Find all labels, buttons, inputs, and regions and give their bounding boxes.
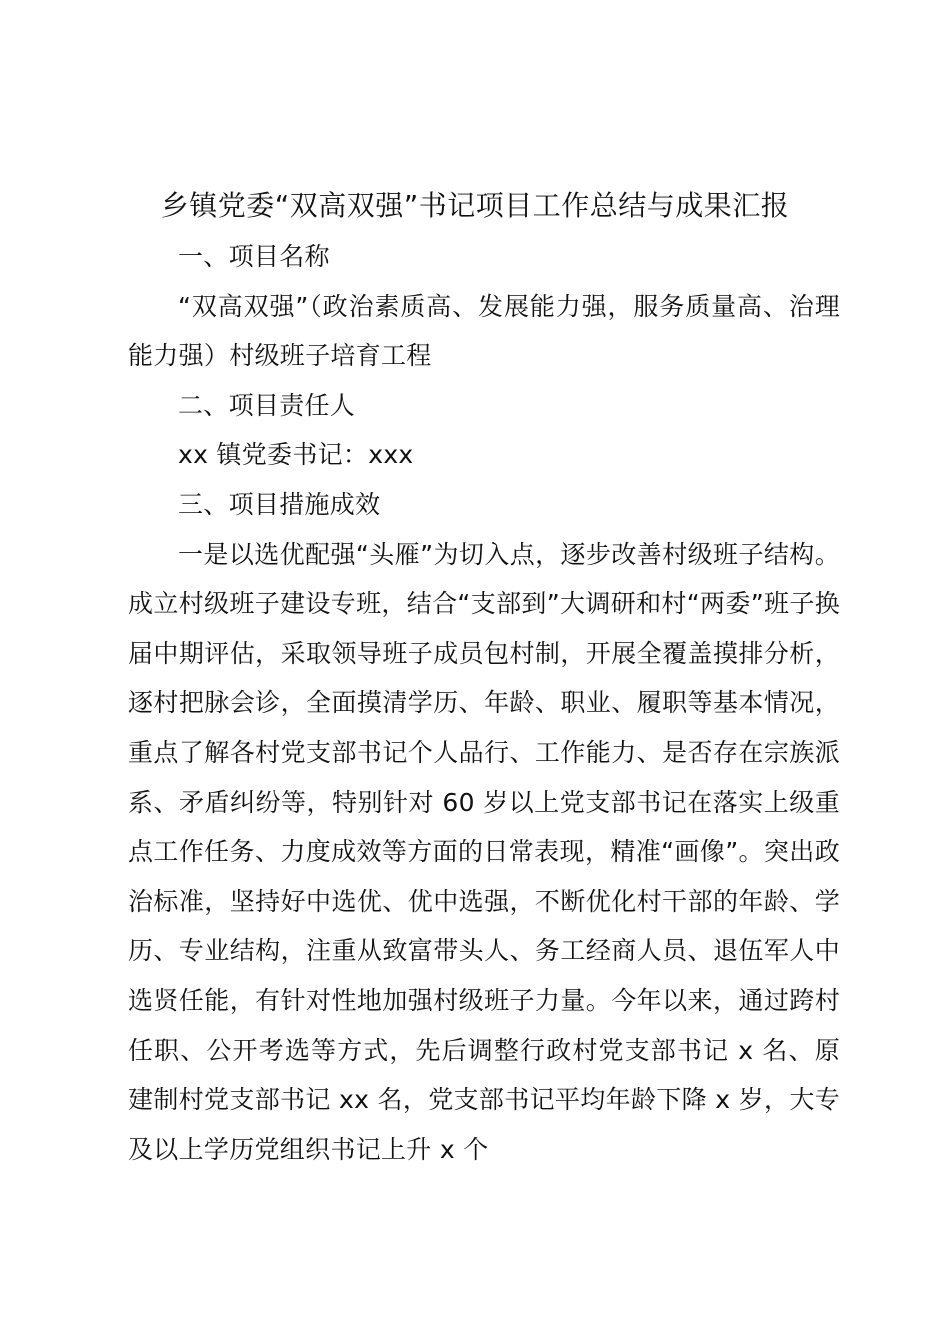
section-heading-measures-results: 三、项目措施成效 xyxy=(178,489,381,519)
document-body xyxy=(128,232,840,1174)
measures-paragraph: 一是以选优配强“头雁”为切入点，逐步改善村级班子结构。成立村级班子建设专班，结合“支部到”大调研和村“两委”班子换届中期评估，采取领导班子成员包村制，开展全覆盖摸排分析，逐村把脉会诊，全面摸清学历、年龄、职业、履职等基本情况，重点了解各村党支部书记个人品行、工作能力、是否存在宗族派系、矛盾纠纷等，特别针对 60 岁以上党支部书记在落实上级重点工作任务、力度成效等方面的日常表现，精准“画像”。突出政治标准，坚持好中选优、优中选强，不断优化村干部的年龄、学历、专业结构，注重从致富带头人、务工经商人员、退伍军人中选贤任能，有针对性地加强村级班子力量。今年以来，通过跨村任职、公开考选等方式，先后调整行政村党支部书记 x 名、原建制村党支部书记 xx 名，党支部书记平均年龄下降 x 岁，大专及以上学历党组织书记上升 x 个 xyxy=(128,539,840,1164)
project-name-text: “双高双强”（政治素质高、发展能力强，服务质量高、治理能力强）村级班子培育工程 xyxy=(128,291,840,371)
responsible-person-text: xx 镇党委书记：xxx xyxy=(178,440,414,470)
document-title: 乡镇党委“双高双强”书记项目工作总结与成果汇报 xyxy=(160,189,790,222)
section-heading-project-name: 一、项目名称 xyxy=(178,242,330,271)
section-heading-responsible-person: 二、项目责任人 xyxy=(178,390,356,420)
